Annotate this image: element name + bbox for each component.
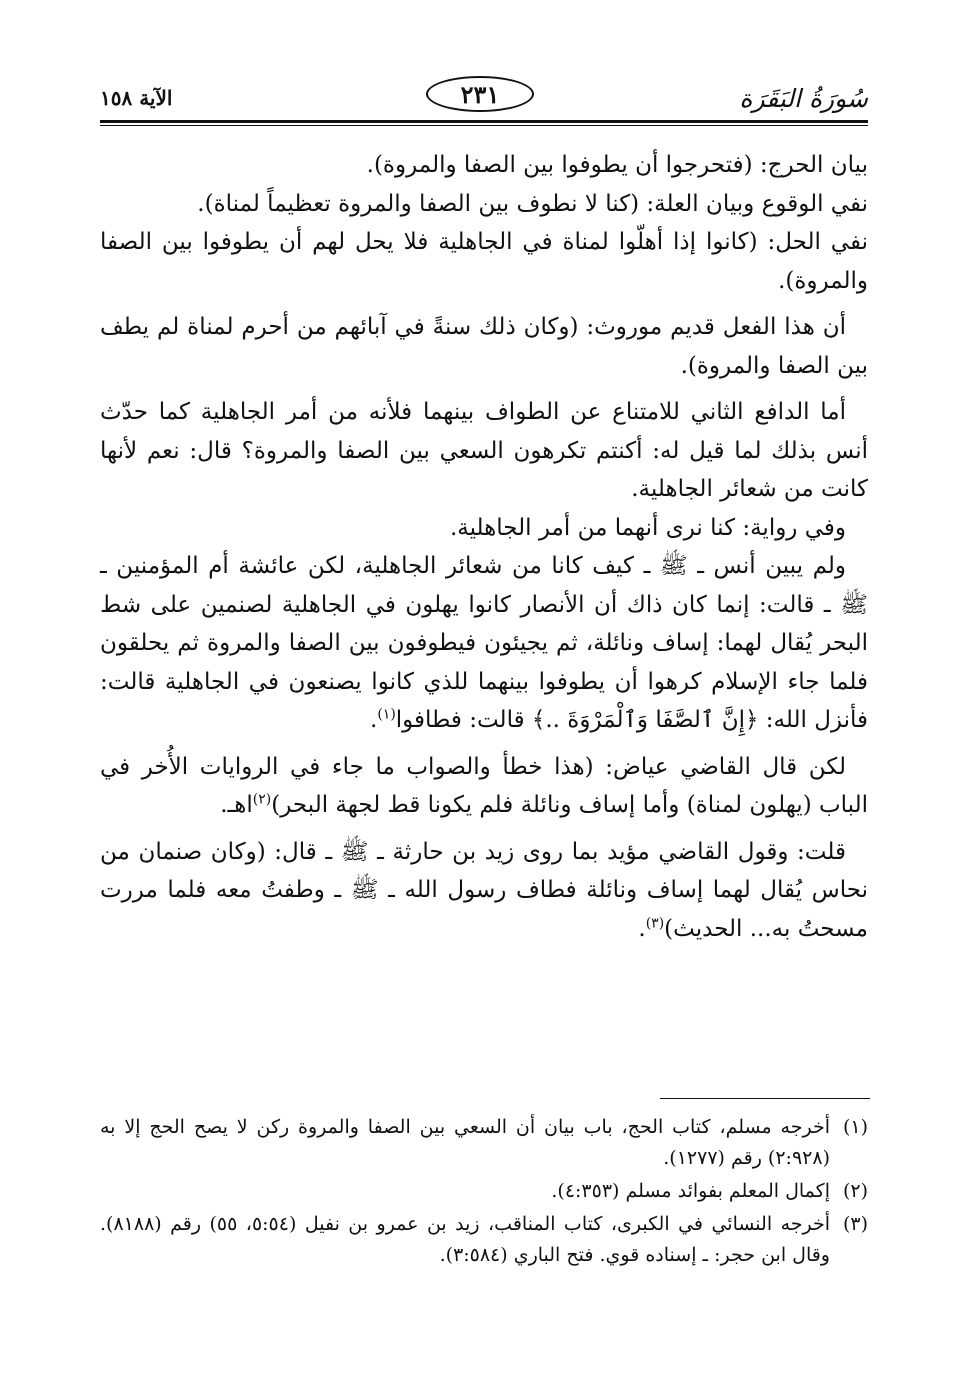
footnote-number: (٣) — [842, 1213, 868, 1235]
footnote-2 — [100, 1176, 868, 1207]
paragraph-9-end: . — [638, 915, 646, 942]
body-text — [100, 146, 868, 948]
footnote-text: أخرجه مسلم، كتاب الحج، باب بيان أن السعي بين الصفا والمروة ركن لا يصح الحج إلا به (٢:٩٢٨) رقم (١٢٧٧). — [100, 1116, 830, 1169]
page-header — [100, 68, 868, 126]
paragraph-8-end: اهـ. — [220, 792, 253, 818]
footnote-3 — [100, 1209, 868, 1271]
paragraph-5: أما الدافع الثاني للامتناع عن الطواف بينهما فلأنه من أمر الجاهلية كما حدّث أنس بذلك لما قيل له: أكنتم تكرهون السعي بين الصفا والمروة؟ قال: نعم لأنها كانت من شعائر الجاهلية. — [100, 399, 868, 502]
paragraph-4: أن هذا الفعل قديم موروث: (وكان ذلك سنةً في آبائهم من أحرم لمناة لم يطف بين الصفا والمروة). — [100, 314, 868, 379]
footnote-text: إكمال المعلم بفوائد مسلم (٤:٣٥٣). — [551, 1180, 830, 1202]
paragraph-8 — [100, 748, 868, 825]
paragraph-1: بيان الحرج: (فتحرجوا أن يطوفوا بين الصفا والمروة). — [366, 152, 868, 178]
ayah-label: الآية ١٥٨ — [100, 86, 173, 110]
header-rule-thick — [100, 120, 868, 123]
footnote-separator — [660, 1098, 870, 1099]
footnote-ref-2[interactable]: (٢) — [252, 791, 272, 808]
footnotes — [100, 1112, 868, 1273]
footnote-text: أخرجه النسائي في الكبرى، كتاب المناقب، زيد بن عمرو بن نفيل (٥:٥٤، ٥٥) رقم (٨١٨٨). وقال ابن حجر: ـ إسناده قوي. فتح الباري (٣:٥٨٤). — [100, 1213, 831, 1266]
footnote-number: (١) — [842, 1116, 868, 1138]
paragraph-9 — [100, 833, 868, 949]
header-rule-thin — [100, 125, 868, 126]
surah-title: سُورَةُ البَقَرَة — [739, 84, 868, 113]
footnote-number: (٢) — [842, 1180, 868, 1202]
paragraph-7-end: . — [370, 707, 378, 733]
paragraph-8-text: لكن قال القاضي عياض: (هذا خطأ والصواب ما جاء في الروايات الأُخر في الباب (يهلون لمناة) وأما إساف ونائلة فلم يكونا قط لجهة البحر) — [100, 753, 868, 818]
paragraph-3: نفي الحل: (كانوا إذا أهلّوا لمناة في الجاهلية فلا يحل لهم أن يطوفوا بين الصفا والمروة). — [100, 229, 868, 294]
paragraph-6: وفي رواية: كنا نرى أنهما من أمر الجاهلية. — [449, 514, 846, 541]
paragraph-7-text: ولم يبين أنس ـ ﷺ ـ كيف كانا من شعائر الجاهلية، لكن عائشة أم المؤمنين ـ ﷺ ـ قالت: إنما كان ذاك أن الأنصار كانوا يهلون في الجاهلية لصنمين على شط البحر يُقال لهما: إساف ونائلة، ثم يجيئون فيطوفون بين الصفا والمروة ثم يحلقون فلما جاء الإسلام كرهوا أن يطوفوا بينهما للذي كانوا يصنعون في الجاهلية قالت: فأنزل الله: ﴿إِنَّ ٱلصَّفَا وَٱلْمَرْوَةَ ..﴾ قالت: فطافوا — [100, 553, 868, 733]
footnote-1 — [100, 1112, 868, 1174]
footnote-ref-3[interactable]: (٣) — [645, 914, 665, 931]
paragraph-9-text: قلت: وقول القاضي مؤيد بما روى زيد بن حارثة ـ ﷺ ـ قال: (وكان صنمان من نحاس يُقال لهما إساف ونائلة فطاف رسول الله ـ ﷺ ـ وطفتُ معه فلما مررت مسحتُ به... الحديث) — [100, 838, 868, 942]
footnote-ref-1[interactable]: (١) — [377, 706, 396, 723]
paragraph-2: نفي الوقوع وبيان العلة: (كنا لا نطوف بين الصفا والمروة تعظيماً لمناة). — [197, 190, 868, 217]
paragraph-7 — [100, 547, 868, 740]
page-number: ٢٣١ — [426, 76, 534, 112]
